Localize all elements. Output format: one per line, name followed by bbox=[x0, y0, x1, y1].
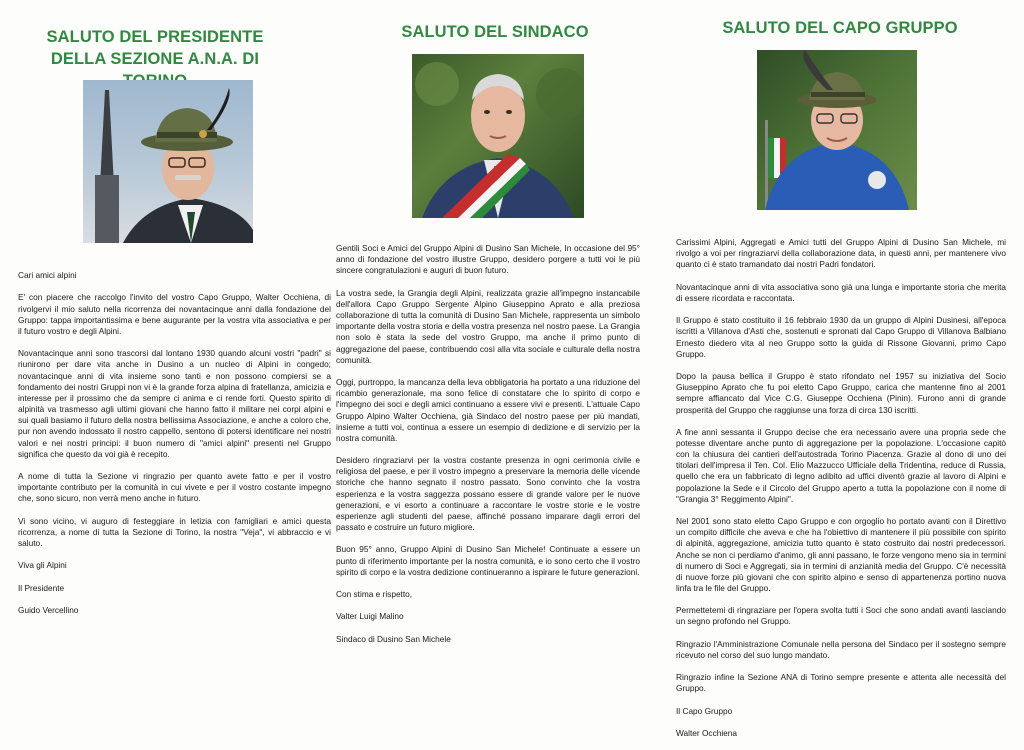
portrait-sindaco-illustration bbox=[412, 54, 584, 218]
signature-name: Walter Occhiena bbox=[676, 728, 738, 739]
paragraph: Nel 2001 sono stato eletto Capo Gruppo e con orgoglio ho portato avanti con il Direttivo un compito difficile che aveva e che ha l'obiettivo di mantenere il più possibile con spirito di alpinità, aggregazione, amicizia tutto quanto è stato costruito dai nostri predecessori. Anche se non ci perdiamo d'animo, gli anni passano, le forze vengono meno sia in termini di numero di Soci e Aggregati, sia in termini di anzianità media del Gruppo. C'è necessità di nuove forze più giovani che con spirito alpino e senso di appartenenza portino nuova linfa tra le file del Gruppo. bbox=[676, 516, 1006, 593]
portrait-presidente-illustration bbox=[83, 80, 253, 243]
paragraph: Permettetemi di ringraziare per l'opera svolta tutti i Soci che sono andati avanti lasciando un segno profondo nel Gruppo. bbox=[676, 605, 1006, 627]
paragraph: La vostra sede, la Grangia degli Alpini, realizzata grazie all'impegno instancabile dell'allora Capo Gruppo Sergente Alpino Giuseppino Aprato e alla preziosa collaborazione di tutta la comunità di Dusino San Michele, rappresenta un simbolo importante della vostra storia e della vostra presenza nel nostro paese. La Grangia non solo è stata la sede del vostro Gruppo, ma anche il primo punto di aggregazione del paese, contribuendo così alla vita sociale e culturale della nostra comunità. bbox=[336, 287, 640, 365]
text-column-presidente bbox=[18, 259, 331, 627]
paragraph: A fine anni sessanta il Gruppo decise che era necessario avere una propria sede che potesse diventare anche punto di aggregazione per la popolazione. L'occasione capitò con la chiusura dei cantieri dell'autostrada Torino Piacenza. Grazie al dono di uno dei titolari dell'impresa il Ten. Col. Elio Mazzucco Ufficiale della Tridentina, reduce di Russia, quello che era un fabbricato di legno adibito ad uffici diventò grazie al lavoro di Alpini e popolazione la Sede e il Circolo del Gruppo aperto a tutta la popolazione con il nome di "Grangia 3° Reggimento Alpini". bbox=[676, 426, 1006, 504]
heading-presidente: SALUTO DEL PRESIDENTE DELLA SEZIONE A.N.A. DI bbox=[46, 28, 264, 68]
paragraph: Novantacinque anni sono trascorsi dal lontano 1930 quando alcuni vostri "padri" si riunirono per dare vita anche in Dusino a un nucleo di Alpini in congedo; novantacinque anni di vita insieme sono tanti e non possono compiersi se a fondamento dei nostri Gruppi non vi è la grande forza alpina di fratellanza, amicizia e interesse per il prossimo che da sempre ci anima e ci rende forti. Questo spirito di alpinità va trasmesso agli ultimi giovani che hanno fatto il militare nei corpi alpini e sui quali basiamo il futuro della nostra bellissima Associazione, e anche a coloro che, pur non avendo indossato il nostro cappello, sentono di potersi identificare nei nostri valori e nei nostri principi: il buon numero di "amici alpini" presenti nel Gruppo significa che questo da voi già è recepito. bbox=[18, 348, 331, 459]
paragraph: Il Gruppo è stato costituito il 16 febbraio 1930 da un gruppo di Alpini Dusinesi, all'epoca iscritti a Villanova d'Asti che, sostenuti e spronati dal Capo Gruppo di Villanova Balbiano Ernesto diedero vita al neo Gruppo sotto la guida di Rissone Giovanni, primo Capo Gruppo. bbox=[676, 315, 1006, 359]
signature-role: Sindaco di Dusino San Michele bbox=[336, 633, 451, 644]
closing-line: Con stima e rispetto, bbox=[336, 589, 413, 599]
paragraph: Buon 95° anno, Gruppo Alpini di Dusino San Michele! Continuate a essere un punto di riferimento importante per la nostra comunità, e io sono certo che il vostro spirito di corpo e la vostra dedizione continueranno a ispirare le future generazioni. bbox=[336, 544, 640, 577]
closing-line: Viva gli Alpini bbox=[18, 560, 67, 571]
heading-sindaco: SALUTO DEL SINDACO bbox=[401, 23, 589, 41]
paragraph: Gentili Soci e Amici del Gruppo Alpini di Dusino San Michele, In occasione del 95° anno di fondazione del vostro illustre Gruppo, desidero porgere a tutti voi le più sincere congratulazioni e auguri di buon futuro. bbox=[336, 243, 640, 276]
paragraph: Cari amici alpini bbox=[18, 270, 77, 281]
paragraph: Carissimi Alpini, Aggregati e Amici tutti del Gruppo Alpini di Dusino San Michele, mi rivolgo a voi per ringraziarvi della collaborazione data, in questi anni, per mantenere vivo quanto ci è stato tramandato dai nostri Padri fondatori. bbox=[676, 237, 1006, 270]
signature-name: Guido Vercellino bbox=[18, 604, 79, 615]
paragraph: Vi sono vicino, vi auguro di festeggiare in letizia con famigliari e amici questa ricorrenza, a nome di tutta la Sezione di Torino, la nostra "Veja", vi abbraccio e vi saluto. bbox=[18, 515, 331, 548]
paragraph: Desidero ringraziarvi per la vostra costante presenza in ogni cerimonia civile e religiosa del paese, e per il vostro impegno a preservare la memoria delle vicende storiche che hanno segnato il nostro passato. Sono convinto che la vostra esperienza e la vostra saggezza possano essere di grande valore per le nuove generazioni, e vi esorto a continuare a raccontare le vostre storie e le vostre esperienze agli studenti del paese, affinché possano imparare dagli errori del passato e costruire un futuro migliore. bbox=[336, 455, 640, 533]
paragraph: E' con piacere che raccolgo l'invito del vostro Capo Gruppo, Walter Occhiena, di rivolgervi il mio saluto nella ricorrenza dei novantacinque anni dalla fondazione del Gruppo: tappa importantissima e bene augurante per la vostra vita associativa e per il futuro vostro e degli Alpini. bbox=[18, 292, 331, 336]
paragraph: Novantacinque anni di vita associativa sono già una lunga e importante storia che merita di essere ricordata e raccontata. bbox=[676, 281, 1006, 303]
signature-role: Il Presidente bbox=[18, 582, 65, 593]
photo-capo-gruppo bbox=[757, 50, 917, 210]
paragraph: A nome di tutta la Sezione vi ringrazio per quanto avete fatto e per il vostro importante contributo per la comunità in cui vivete e per il vostro costante impegno che, sono sicuro, non verrà meno anche in futuro. bbox=[18, 470, 331, 504]
photo-sindaco bbox=[412, 54, 584, 218]
paragraph: Oggi, purtroppo, la mancanza della leva obbligatoria ha portato a una riduzione del ricambio generazionale, ma sono felice di constatare che lo spirito di corpo e l'impegno dei soci e degli amici continuano a essere vivi e presenti. L'attuale Capo Gruppo Alpino Walter Occhiena, già Sindaco del nostro paese per più mandati, insieme a tutti voi, continua a essere un esempio di dedizione e di servizio per la nostra comunità. bbox=[336, 377, 640, 443]
text-column-capo-gruppo bbox=[676, 226, 1006, 750]
portrait-capo-gruppo-illustration bbox=[757, 50, 917, 210]
text-column-sindaco bbox=[336, 232, 640, 656]
paragraph: Ringrazio infine la Sezione ANA di Torino sempre presente e attenta alle necessità del Gruppo. bbox=[676, 672, 1006, 694]
signature-name: Valter Luigi Malino bbox=[336, 611, 404, 622]
paragraph: Dopo la pausa bellica il Gruppo è stato rifondato nel 1957 su iniziativa del Socio Giuseppino Aprato che fu poi eletto Capo Gruppo, carica che mantenne fino al 2001 sempre affiancato dal Vice C.G. Giuseppe Occhiena (Pinin). Furono anni di grande prosperità del Gruppo che raggiunse una forza di circa 130 iscritti. bbox=[676, 371, 1006, 415]
heading-capo-gruppo: SALUTO DEL CAPO GRUPPO bbox=[722, 19, 958, 37]
photo-presidente bbox=[83, 80, 253, 243]
paragraph: Ringrazio l'Amministrazione Comunale nella persona del Sindaco per il sostegno sempre ricevuto nel corso del suo lungo mandato. bbox=[676, 638, 1006, 660]
signature-role: Il Capo Gruppo bbox=[676, 705, 733, 716]
